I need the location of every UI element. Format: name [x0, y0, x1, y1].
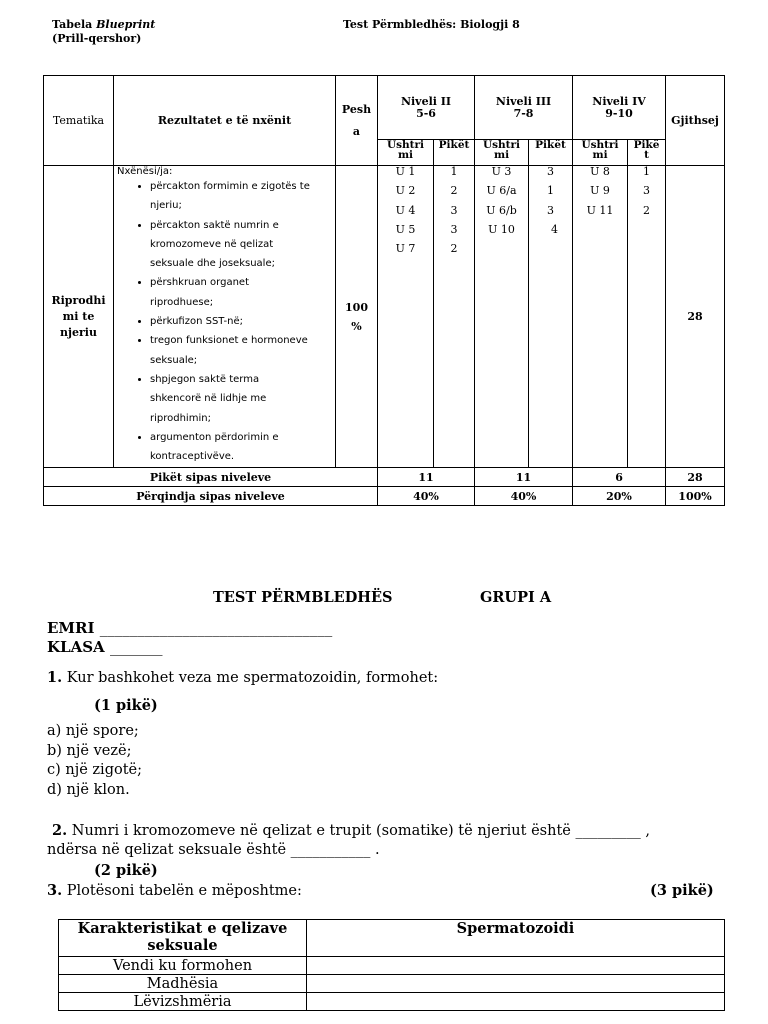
- q3-answer-cell[interactable]: [307, 993, 725, 1011]
- outcomes-lead: Nxënësi/ja:: [117, 166, 173, 177]
- q3-row-label: Vendi ku formohen: [59, 957, 307, 975]
- outcome-item: • përcakton saktë numrin e kromozomeve në qelizat seksuale dhe joseksuale;: [150, 216, 333, 274]
- points-total: 28: [666, 468, 725, 487]
- subheader-ushtrimi: Ushtri mi: [573, 140, 628, 166]
- q3-answer-cell[interactable]: [307, 957, 725, 975]
- header-level-4: Niveli IV 9-10: [573, 76, 666, 140]
- q1-points: (1 pikë): [94, 697, 158, 714]
- points-row-label: Pikët sipas niveleve: [44, 468, 378, 487]
- q2-number: 2.: [52, 822, 68, 839]
- points-level4: 6: [573, 468, 666, 487]
- q3-answer-cell[interactable]: [307, 975, 725, 993]
- q1-text: Kur bashkohet veza me spermatozoidin, formohet:: [66, 670, 439, 686]
- outcome-item: • përcakton formimin e zigotës te njeriu;: [150, 177, 333, 216]
- outcome-item: • argumenton përdorimin e kontraceptivëve.: [150, 428, 333, 467]
- theme-cell: Riprodhi mi te njeriu: [44, 166, 114, 468]
- points-level2: 11: [378, 468, 475, 487]
- header-gjithsej: Gjithsej: [666, 76, 725, 166]
- level4-points: 1 3 2: [628, 166, 666, 468]
- test-title: TEST PËRMBLEDHËS: [213, 589, 393, 606]
- class-label: KLASA: [47, 638, 105, 656]
- q3-row-label: Lëvizshmëria: [59, 993, 307, 1011]
- percent-level2: 40%: [378, 487, 475, 506]
- level3-exercises: U 3 U 6/a U 6/b U 10: [475, 166, 529, 468]
- q1-option-a: a) një spore;: [47, 723, 139, 739]
- percent-row-label: Përqindja sipas niveleve: [44, 487, 378, 506]
- test-subject-title: Test Përmbledhës: Biologji 8: [343, 18, 520, 31]
- pesha-value: 100 %: [336, 166, 378, 468]
- level2-exercises: U 1 U 2 U 4 U 5 U 7: [378, 166, 434, 468]
- outcome-item: • shpjegon saktë terma shkencorë në lidhje me riprodhimin;: [150, 370, 333, 428]
- question-1: [47, 668, 438, 688]
- level3-points: 3 1 3 4: [529, 166, 573, 468]
- q2-line1: Numri i kromozomeve në qelizat e trupit (somatike) të njeriut është _________ ,: [71, 823, 650, 839]
- total-cell: 28: [666, 166, 725, 468]
- subheader-piket: Pikët: [529, 140, 573, 166]
- question-3: [47, 881, 302, 901]
- outcome-item: • tregon funksionet e hormoneve seksuale;: [150, 331, 333, 370]
- q3-header-spermatozoid: Spermatozoidi: [307, 920, 725, 957]
- header-pesha: Pesh a: [336, 76, 378, 166]
- outcome-item: • përshkruan organet riprodhuese;: [150, 273, 333, 312]
- percent-total: 100%: [666, 487, 725, 506]
- percent-level3: 40%: [475, 487, 573, 506]
- header-level-3: Niveli III 7-8: [475, 76, 573, 140]
- class-line: _______: [109, 638, 163, 656]
- q3-row-label: Madhësia: [59, 975, 307, 993]
- subheader-piket: Pikë t: [628, 140, 666, 166]
- title-italic: Blueprint: [96, 18, 156, 31]
- name-label: EMRI: [47, 619, 95, 637]
- group-label: GRUPI A: [480, 589, 552, 606]
- q1-option-c: c) një zigotë;: [47, 762, 142, 778]
- q3-text: Plotësoni tabelën e mëposhtme:: [66, 883, 302, 899]
- subheader-ushtrimi: Ushtri mi: [378, 140, 434, 166]
- outcomes-list: [117, 177, 333, 466]
- title-prefix: Tabela: [52, 18, 93, 31]
- outcomes-cell: [114, 166, 336, 468]
- blueprint-table: [43, 75, 725, 506]
- percent-level4: 20%: [573, 487, 666, 506]
- q2-points: (2 pikë): [94, 862, 158, 879]
- header-rezultatet: Rezultatet e të nxënit: [114, 76, 336, 166]
- outcome-item: • përkufizon SST-në;: [150, 312, 333, 331]
- q3-points: (3 pikë): [650, 882, 714, 899]
- level2-points: 1 2 3 3 2: [434, 166, 475, 468]
- q1-option-b: b) një vezë;: [47, 742, 132, 759]
- q3-header-characteristics: Karakteristikat e qelizave seksuale: [59, 920, 307, 957]
- q1-number: 1.: [47, 669, 63, 686]
- level4-exercises: U 8 U 9 U 11: [573, 166, 628, 468]
- question-2: [52, 821, 650, 841]
- name-field: [47, 619, 332, 638]
- subheader-ushtrimi: Ushtri mi: [475, 140, 529, 166]
- header-level-2: Niveli II 5-6: [378, 76, 475, 140]
- q3-table: [58, 919, 725, 1011]
- period-label: (Prill-qershor): [52, 32, 142, 45]
- class-field: [47, 638, 162, 657]
- points-level3: 11: [475, 468, 573, 487]
- q2-line2: ndërsa në qelizat seksuale është ___________ .: [47, 842, 380, 858]
- blueprint-title: [52, 18, 155, 32]
- name-line: _______________________________: [99, 619, 333, 637]
- subheader-piket: Pikët: [434, 140, 475, 166]
- header-tematika: Tematika: [44, 76, 114, 166]
- q3-number: 3.: [47, 882, 63, 899]
- q1-options: [47, 722, 142, 800]
- q1-option-d: d) një klon.: [47, 781, 130, 798]
